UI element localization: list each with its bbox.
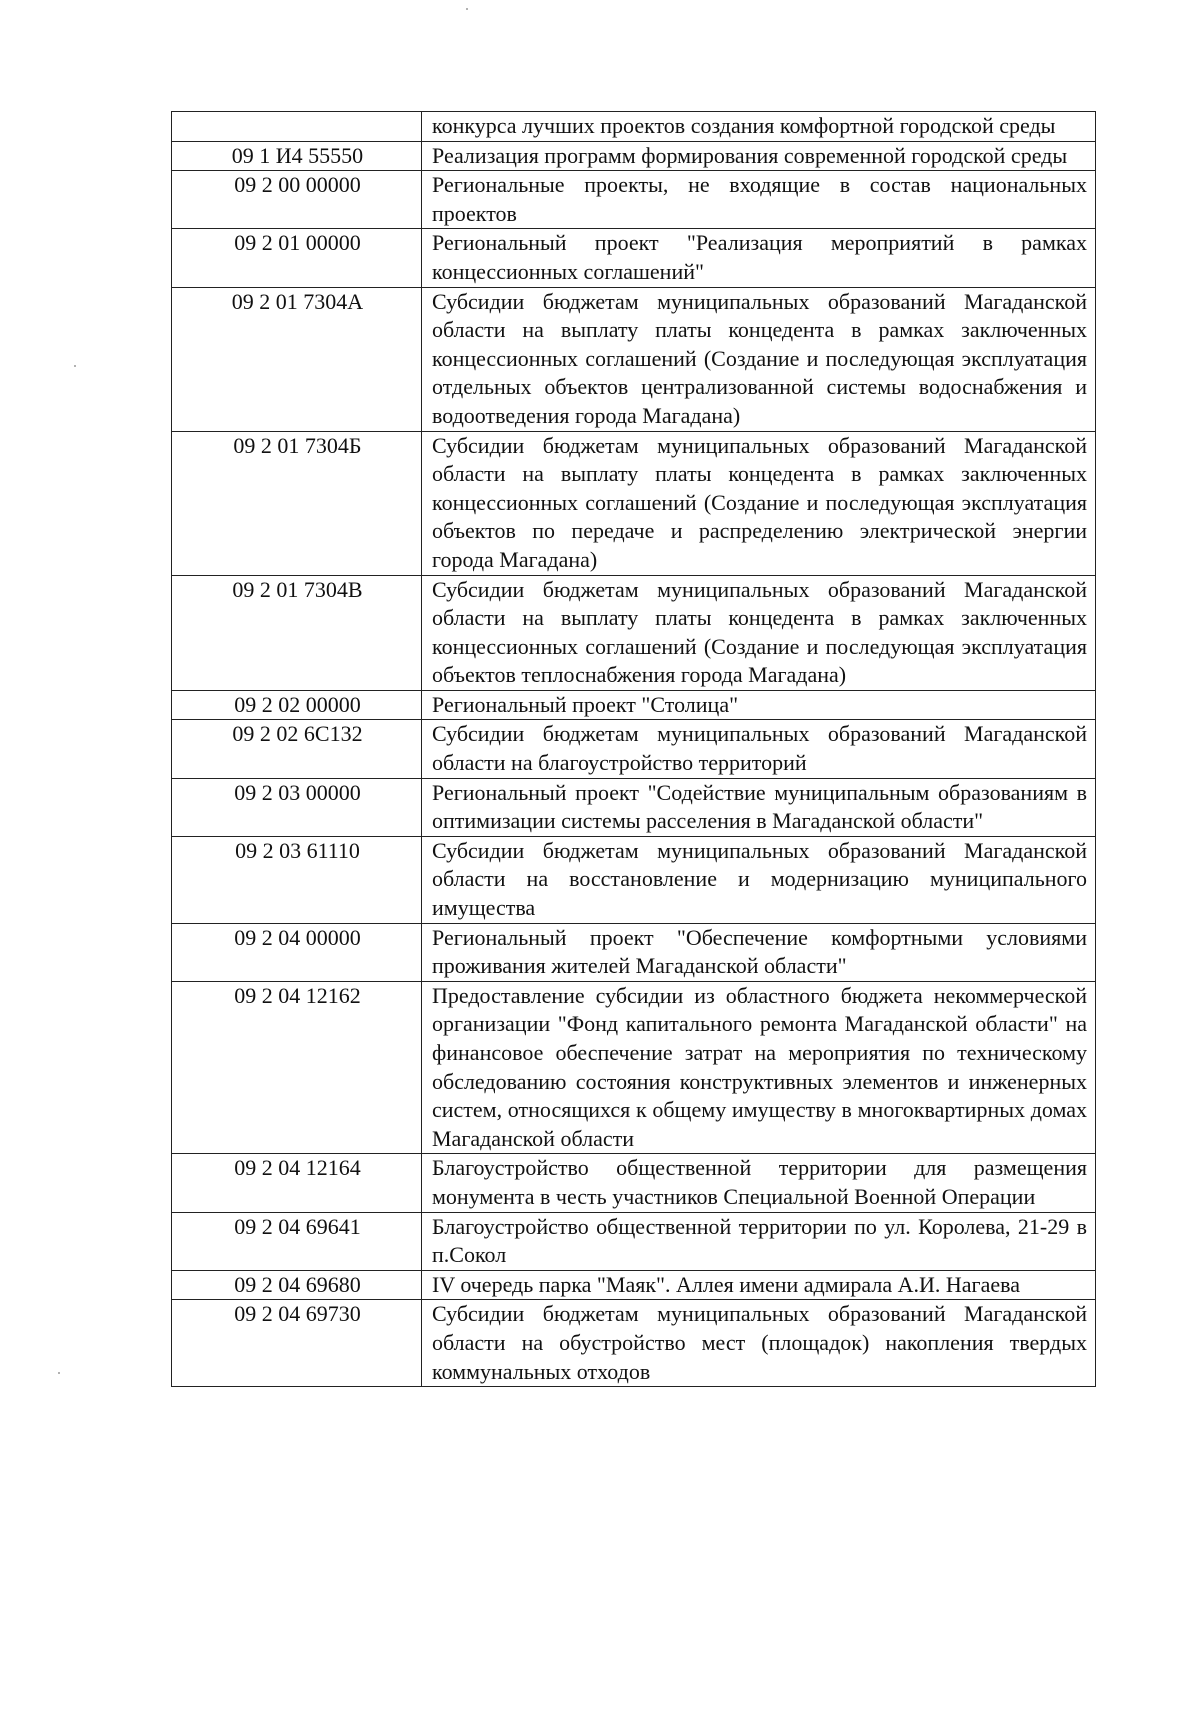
table-row bbox=[172, 171, 1096, 229]
budget-classification-table bbox=[171, 111, 1096, 1387]
description-cell: Региональный проект "Реализация мероприятий в рамках концессионных соглашений" bbox=[422, 229, 1096, 287]
description-cell: Реализация программ формирования современной городской среды bbox=[422, 141, 1096, 171]
code-cell: 09 2 00 00000 bbox=[172, 171, 422, 229]
scan-speck bbox=[58, 1372, 60, 1374]
code-cell: 09 2 03 61110 bbox=[172, 836, 422, 923]
code-cell: 09 2 04 69730 bbox=[172, 1300, 422, 1387]
description-cell: Субсидии бюджетам муниципальных образований Магаданской области на выплату платы концедента в рамках заключенных концессионных соглашений (Создание и последующая эксплуатация объектов теплоснабжения города Магадана) bbox=[422, 575, 1096, 690]
description-cell: IV очередь парка "Маяк". Аллея имени адмирала А.И. Нагаева bbox=[422, 1270, 1096, 1300]
description-cell: Региональный проект "Содействие муниципальным образованиям в оптимизации системы расселения в Магаданской области" bbox=[422, 778, 1096, 836]
table-row bbox=[172, 720, 1096, 778]
description-cell: Региональный проект "Столица" bbox=[422, 690, 1096, 720]
table-row bbox=[172, 836, 1096, 923]
description-cell: Региональный проект "Обеспечение комфортными условиями проживания жителей Магаданской области" bbox=[422, 923, 1096, 981]
table-row bbox=[172, 981, 1096, 1154]
description-cell: Субсидии бюджетам муниципальных образований Магаданской области на восстановление и модернизацию муниципального имущества bbox=[422, 836, 1096, 923]
table-row bbox=[172, 575, 1096, 690]
table-row bbox=[172, 141, 1096, 171]
table-row bbox=[172, 1300, 1096, 1387]
code-cell: 09 2 04 69641 bbox=[172, 1212, 422, 1270]
table-row bbox=[172, 778, 1096, 836]
code-cell bbox=[172, 112, 422, 142]
code-cell: 09 2 04 12162 bbox=[172, 981, 422, 1154]
description-cell: Благоустройство общественной территории для размещения монумента в честь участников Специальной Военной Операции bbox=[422, 1154, 1096, 1212]
description-cell: Региональные проекты, не входящие в состав национальных проектов bbox=[422, 171, 1096, 229]
table-row bbox=[172, 112, 1096, 142]
code-cell: 09 2 01 00000 bbox=[172, 229, 422, 287]
description-cell: Субсидии бюджетам муниципальных образований Магаданской области на благоустройство территорий bbox=[422, 720, 1096, 778]
description-cell: конкурса лучших проектов создания комфортной городской среды bbox=[422, 112, 1096, 142]
table-row bbox=[172, 690, 1096, 720]
table-row bbox=[172, 229, 1096, 287]
description-cell: Субсидии бюджетам муниципальных образований Магаданской области на выплату платы концедента в рамках заключенных концессионных соглашений (Создание и последующая эксплуатация объектов по передаче и распределению электрической энергии города Магадана) bbox=[422, 431, 1096, 575]
table-row bbox=[172, 923, 1096, 981]
description-cell: Субсидии бюджетам муниципальных образований Магаданской области на выплату платы концедента в рамках заключенных концессионных соглашений (Создание и последующая эксплуатация отдельных объектов централизованной системы водоснабжения и водоотведения города Магадана) bbox=[422, 287, 1096, 431]
table-row bbox=[172, 1270, 1096, 1300]
description-cell: Предоставление субсидии из областного бюджета некоммерческой организации "Фонд капитального ремонта Магаданской области" на финансовое обеспечение затрат на мероприятия по техническому обследованию состояния конструктивных элементов и инженерных систем, относящихся к общему имуществу в многоквартирных домах Магаданской области bbox=[422, 981, 1096, 1154]
description-cell: Благоустройство общественной территории по ул. Королева, 21-29 в п.Сокол bbox=[422, 1212, 1096, 1270]
description-cell: Субсидии бюджетам муниципальных образований Магаданской области на обустройство мест (площадок) накопления твердых коммунальных отходов bbox=[422, 1300, 1096, 1387]
scan-speck bbox=[74, 365, 76, 367]
code-cell: 09 2 04 12164 bbox=[172, 1154, 422, 1212]
table-row bbox=[172, 1154, 1096, 1212]
code-cell: 09 2 01 7304А bbox=[172, 287, 422, 431]
table-row bbox=[172, 431, 1096, 575]
code-cell: 09 2 01 7304В bbox=[172, 575, 422, 690]
code-cell: 09 2 03 00000 bbox=[172, 778, 422, 836]
code-cell: 09 2 01 7304Б bbox=[172, 431, 422, 575]
code-cell: 09 2 04 00000 bbox=[172, 923, 422, 981]
table-row bbox=[172, 287, 1096, 431]
code-cell: 09 2 02 00000 bbox=[172, 690, 422, 720]
code-cell: 09 1 И4 55550 bbox=[172, 141, 422, 171]
table-row bbox=[172, 1212, 1096, 1270]
code-cell: 09 2 04 69680 bbox=[172, 1270, 422, 1300]
code-cell: 09 2 02 6С132 bbox=[172, 720, 422, 778]
scan-speck bbox=[466, 8, 468, 10]
